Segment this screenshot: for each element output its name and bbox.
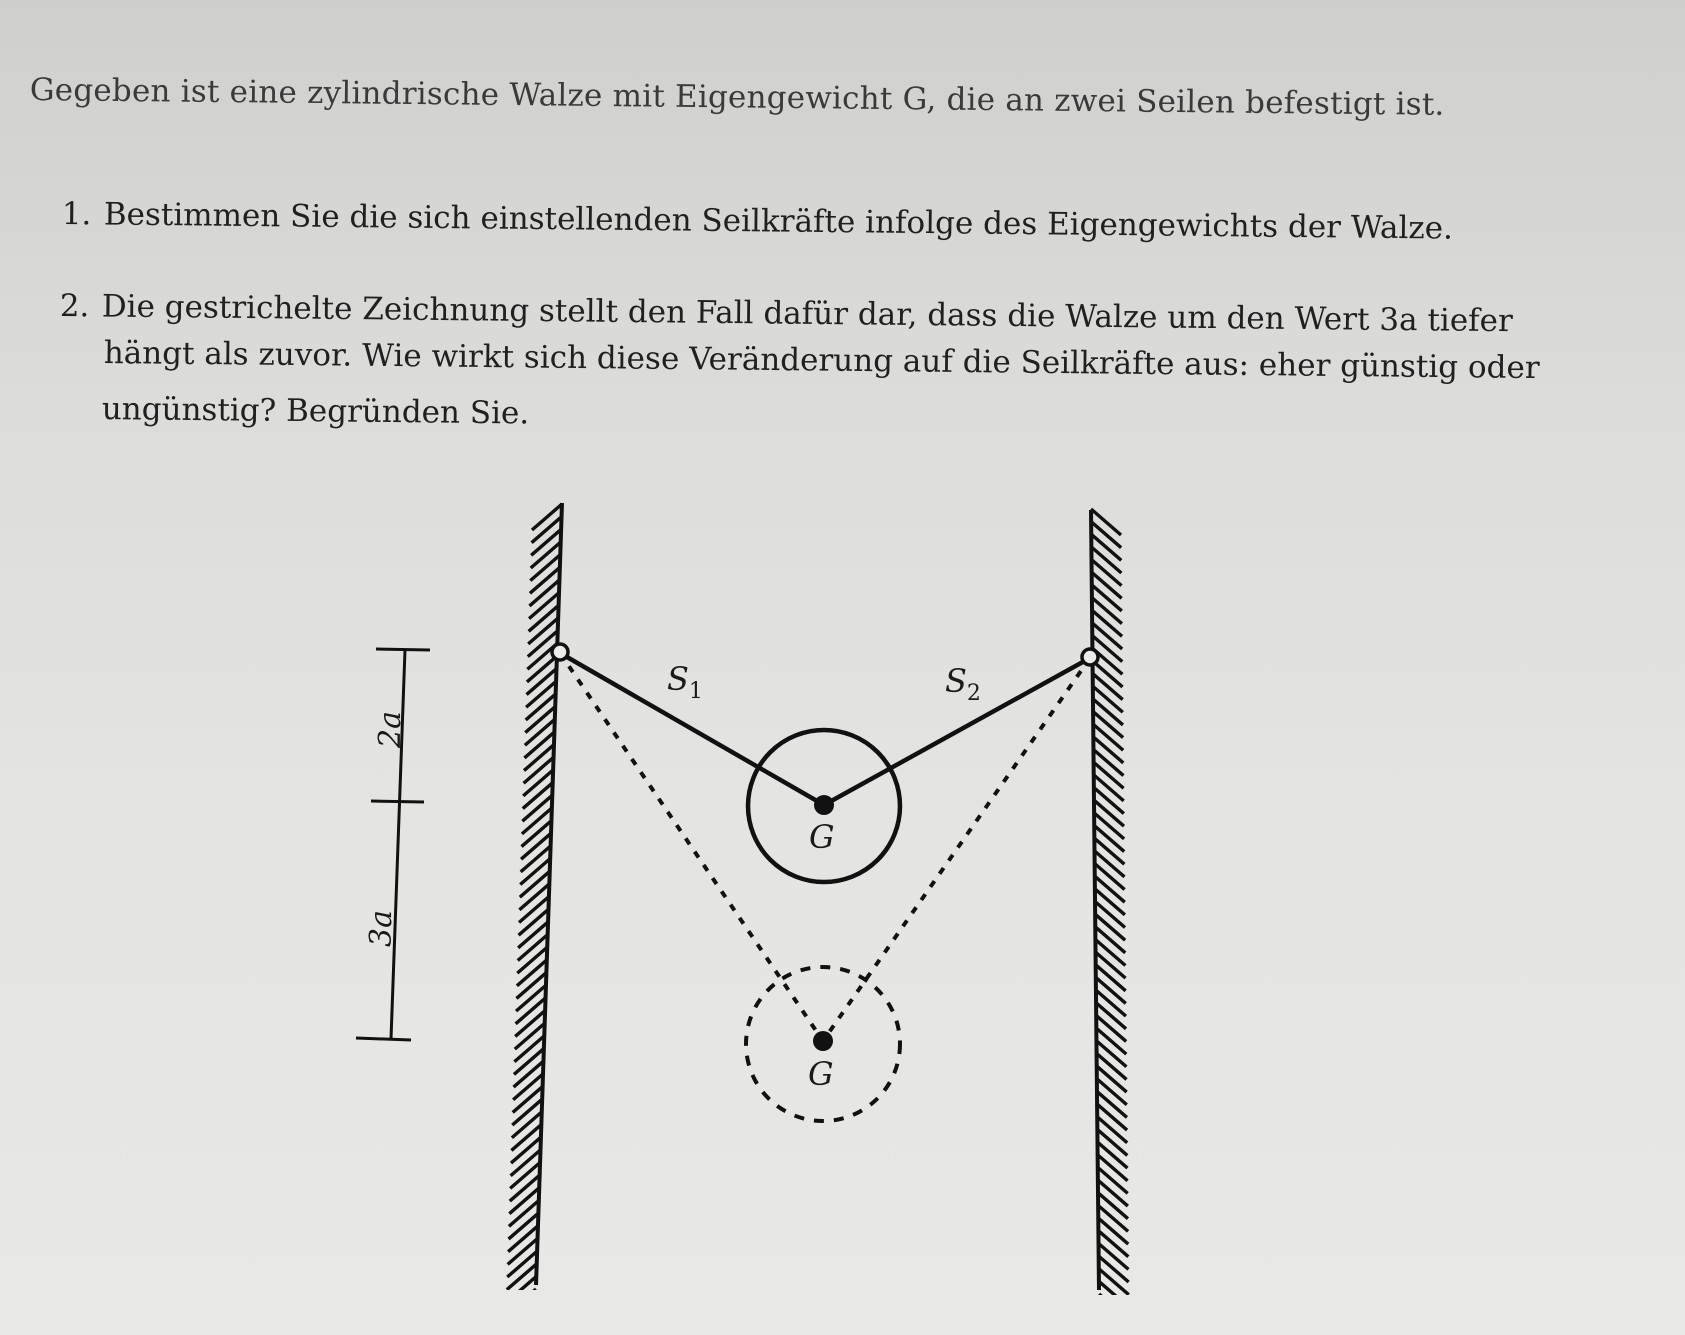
hatch-line [1091, 547, 1121, 573]
hatch-line [1099, 1281, 1129, 1307]
hatch-line [1095, 927, 1125, 953]
hatch-line [511, 1124, 541, 1150]
lowered-rope-left [560, 653, 823, 1041]
hatch-line [522, 795, 552, 821]
hatch-line [516, 985, 546, 1011]
dimension-line [356, 649, 430, 1040]
rope-label-s2: $S_2$ [945, 662, 981, 706]
hatch-line [1093, 724, 1123, 750]
hatch-line [1098, 1180, 1128, 1206]
hatch-line [1098, 1205, 1128, 1231]
hatch-line [1094, 800, 1124, 826]
left-wall [506, 503, 562, 1315]
hatch-line [514, 1061, 544, 1087]
hatch-line [530, 555, 560, 581]
hatch-line [1093, 712, 1123, 738]
hatch-line [1096, 977, 1126, 1003]
lowered-weight-label: G [808, 1055, 834, 1093]
hatch-line [526, 694, 556, 720]
hatch-line [1096, 965, 1126, 991]
hatch-line [1098, 1218, 1128, 1244]
hatch-line [515, 1010, 545, 1036]
hatch-line [1098, 1155, 1128, 1181]
hatch-line [1094, 826, 1124, 852]
hatch-line [520, 859, 550, 885]
hatch-line [507, 1264, 537, 1290]
hatch-line [1092, 560, 1122, 586]
hatch-line [1092, 572, 1122, 598]
hatch-line [1095, 889, 1125, 915]
hatch-line [1092, 610, 1122, 636]
hatch-line [512, 1099, 542, 1125]
task-2-text-line-1: Die gestrichelte Zeichnung stellt den Fall dafür dar, dass die Walze um den Wert 3a tiefer [101, 288, 1513, 340]
hatch-line [518, 922, 548, 948]
lowered-rope-right [823, 658, 1090, 1041]
hatch-line [523, 783, 553, 809]
hatch-line [508, 1226, 538, 1252]
hatch-line [509, 1213, 539, 1239]
hatch-line [1096, 1015, 1126, 1041]
hatch-line [507, 1251, 537, 1277]
hatch-line [519, 909, 549, 935]
hatch-line [515, 1023, 545, 1049]
hatch-line [525, 707, 555, 733]
right-anchor-point [1082, 649, 1098, 665]
hatch-line [521, 846, 551, 872]
task-2-text-line-3: ungünstig? Begründen Sie. [101, 391, 530, 432]
hatch-line [1097, 1053, 1127, 1079]
hatch-line [1097, 1079, 1127, 1105]
hatch-line [1094, 788, 1124, 814]
initial-configuration [560, 653, 1090, 882]
hatch-line [510, 1175, 540, 1201]
hatch-line [1097, 1117, 1127, 1143]
hatch-line [1098, 1243, 1128, 1269]
hatch-line [524, 757, 554, 783]
hatch-line [1091, 509, 1121, 535]
hatch-line [1094, 775, 1124, 801]
hatch-line [1096, 1003, 1126, 1029]
left-wall-hatching [506, 504, 562, 1315]
hatch-line [532, 504, 562, 530]
hatch-line [520, 871, 550, 897]
hatch-line [519, 897, 549, 923]
hatch-line [506, 1276, 536, 1302]
hatch-line [511, 1137, 541, 1163]
hatch-line [1093, 674, 1123, 700]
lowered-center-point [813, 1031, 833, 1051]
hatch-line [512, 1112, 542, 1138]
hatch-line [530, 567, 560, 593]
hatch-line [516, 998, 546, 1024]
hatch-line [1095, 876, 1125, 902]
hatch-line [529, 605, 559, 631]
hatch-line [1094, 838, 1124, 864]
hatch-line [1092, 623, 1122, 649]
hatch-line [1094, 762, 1124, 788]
hatch-line [529, 580, 559, 606]
weight-label: G [809, 818, 835, 856]
hatch-line [523, 770, 553, 796]
hatch-line [524, 745, 554, 771]
hatch-line [1098, 1193, 1128, 1219]
hatch-line [1091, 534, 1121, 560]
hatch-line [1097, 1104, 1127, 1130]
dimension-label-3a: 3a [364, 910, 399, 947]
hatch-line [1095, 914, 1125, 940]
task-2-number: 2. [59, 288, 90, 325]
rope-label-s1: $S_1$ [667, 660, 703, 704]
hatch-line [1093, 699, 1123, 725]
hatch-line [510, 1162, 540, 1188]
hatch-line [514, 1036, 544, 1062]
hatch-line [1094, 813, 1124, 839]
rope-s1 [560, 653, 824, 805]
hatch-line [1095, 939, 1125, 965]
hatch-line [529, 593, 559, 619]
hatch-line [1095, 864, 1125, 890]
task-1-text: Bestimmen Sie die sich einstellenden Seilkräfte infolge des Eigengewichts der Walze. [103, 196, 1454, 247]
hatch-line [518, 934, 548, 960]
hatch-line [1098, 1167, 1128, 1193]
hatch-line [521, 833, 551, 859]
hatch-line [519, 884, 549, 910]
hatch-line [1094, 851, 1124, 877]
hatch-line [1093, 661, 1123, 687]
hatch-line [527, 669, 557, 695]
hatch-line [1096, 1028, 1126, 1054]
hatch-line [1095, 902, 1125, 928]
hatch-line [522, 808, 552, 834]
hatch-line [516, 972, 546, 998]
hatch-line [1092, 598, 1122, 624]
hatch-line [1093, 750, 1123, 776]
left-anchor-point [552, 644, 568, 660]
hatch-line [528, 618, 558, 644]
hatch-line [1093, 737, 1123, 763]
task-1-number: 1. [61, 196, 92, 233]
hatch-line [1097, 1142, 1127, 1168]
hatch-line [517, 960, 547, 986]
lowered-configuration [560, 653, 1090, 1121]
intro-text: Gegeben ist eine zylindrische Walze mit Eigengewicht G, die an zwei Seilen befestigt ist. [29, 72, 1445, 123]
hatch-line [532, 517, 562, 543]
hatch-line [531, 542, 561, 568]
hatch-line [513, 1086, 543, 1112]
hatch-line [522, 821, 552, 847]
hatch-line [1099, 1256, 1129, 1282]
hatch-line [509, 1200, 539, 1226]
hatch-line [1096, 990, 1126, 1016]
hatch-line [1092, 585, 1122, 611]
hatch-line [1091, 522, 1121, 548]
hatch-line [1096, 952, 1126, 978]
hatch-line [1096, 1041, 1126, 1067]
hatch-line [527, 656, 557, 682]
hatch-line [513, 1074, 543, 1100]
hatch-line [506, 1289, 536, 1315]
hatch-line [1097, 1129, 1127, 1155]
task-2-text-line-2: hängt als zuvor. Wie wirkt sich diese Veränderung auf die Seilkräfte aus: eher günstig oder [103, 335, 1540, 387]
hatch-line [1098, 1231, 1128, 1257]
hatch-line [1097, 1066, 1127, 1092]
hatch-line [508, 1238, 538, 1264]
dimension-label-2a: 2a [373, 711, 408, 748]
hatch-line [514, 1048, 544, 1074]
hatch-line [1097, 1091, 1127, 1117]
roller-center-point [814, 795, 834, 815]
hatch-line [526, 681, 556, 707]
right-wall [1091, 509, 1129, 1320]
hatch-line [531, 529, 561, 555]
hatch-line [517, 947, 547, 973]
hatch-line [1099, 1269, 1129, 1295]
hatch-line [525, 719, 555, 745]
hatch-line [509, 1188, 539, 1214]
hatch-line [511, 1150, 541, 1176]
hatch-line [1099, 1294, 1129, 1320]
hatch-line [524, 732, 554, 758]
hatch-line [1093, 686, 1123, 712]
